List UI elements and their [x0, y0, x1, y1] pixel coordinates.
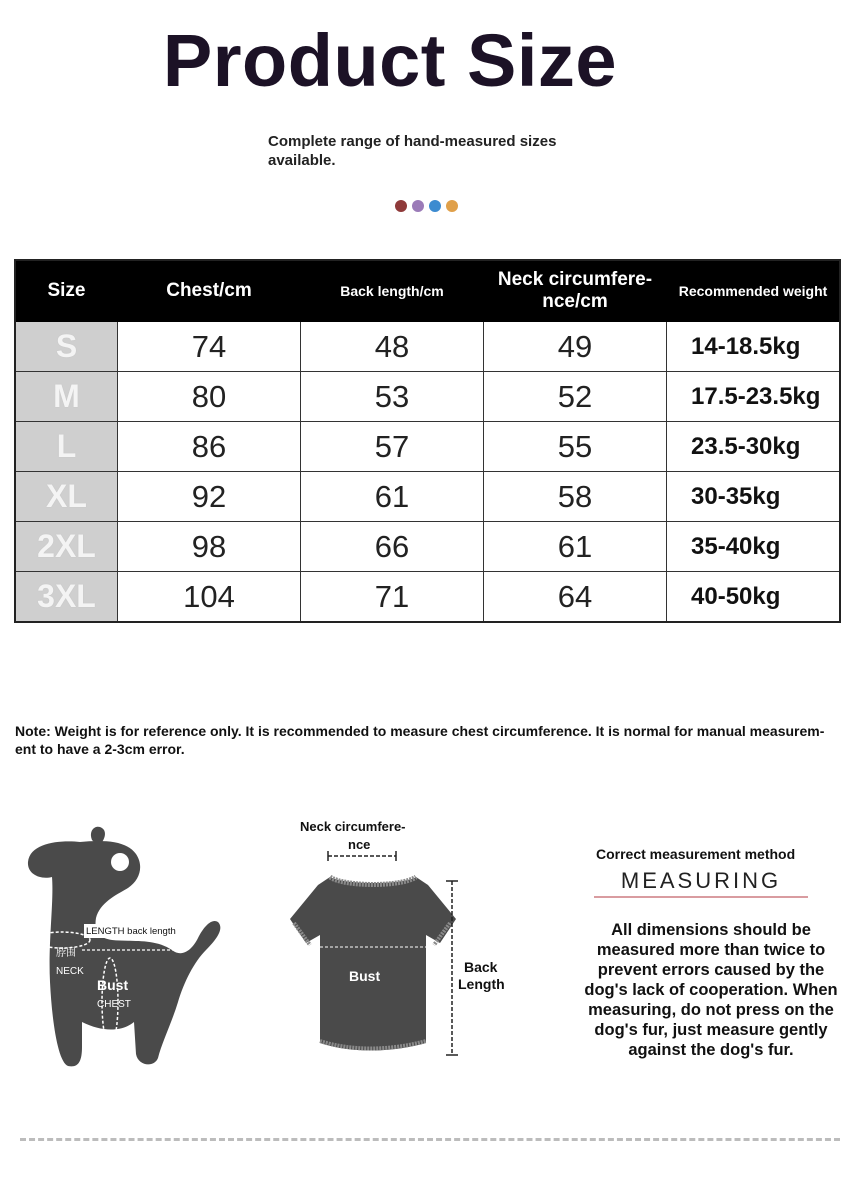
dog-bust-label: Bust [97, 977, 129, 993]
neck-cell: 49 [484, 322, 667, 372]
back-cell: 53 [301, 372, 484, 422]
weight-cell: 40-50kg [667, 572, 841, 623]
table-row [15, 422, 840, 472]
header-chest: Chest/cm [118, 260, 301, 322]
shirt-back-label-line1: Back [464, 959, 498, 975]
measurement-description: All dimensions should be measured more than twice to prevent errors caused by the dog's lack of cooperation. When measuring, do not press on the dog's fur, just measure gently against the dog's fur. [584, 921, 838, 1059]
color-dot-orange [446, 200, 458, 212]
shirt-diagram [280, 815, 520, 1065]
dog-length-label: LENGTH back length [86, 926, 176, 937]
table-row [15, 372, 840, 422]
note-text: Note: Weight is for reference only. It is recommended to measure chest circumference. It is normal for manual measurem-ent to have a 2-3cm error. [15, 723, 825, 757]
dog-chest-label: CHEST [97, 999, 131, 1010]
size-cell: M [15, 372, 118, 422]
neck-cell: 52 [484, 372, 667, 422]
weight-cell: 17.5-23.5kg [667, 372, 841, 422]
neck-cell: 64 [484, 572, 667, 623]
color-dot-purple [412, 200, 424, 212]
measurement-heading: Correct measurement method [596, 846, 796, 862]
table-row [15, 522, 840, 572]
size-table [14, 259, 841, 623]
weight-cell: 30-35kg [667, 472, 841, 522]
shirt-neck-label-line2: nce [348, 837, 371, 852]
size-cell: L [15, 422, 118, 472]
header-back-length: Back length/cm [301, 260, 484, 322]
table-header-row [15, 260, 840, 322]
size-cell: S [15, 322, 118, 372]
table-row [15, 572, 840, 623]
header-size: Size [15, 260, 118, 322]
chest-cell: 86 [118, 422, 301, 472]
chest-cell: 80 [118, 372, 301, 422]
shirt-bust-label: Bust [349, 968, 381, 984]
back-length-arrow [446, 881, 458, 1055]
weight-cell: 14-18.5kg [667, 322, 841, 372]
shirt-icon [290, 877, 456, 1051]
dog-neck-label: NECK [56, 966, 84, 977]
back-cell: 57 [301, 422, 484, 472]
color-dot-red [395, 200, 407, 212]
table-row [15, 322, 840, 372]
size-cell: XL [15, 472, 118, 522]
back-cell: 71 [301, 572, 484, 623]
chest-cell: 98 [118, 522, 301, 572]
back-cell: 66 [301, 522, 484, 572]
dog-diagram [22, 822, 232, 1072]
subtitle: Complete range of hand-measured sizes available. [268, 133, 557, 169]
header-weight: Recommended weight [667, 260, 841, 322]
dog-eye-icon [111, 853, 129, 871]
color-dot-blue [429, 200, 441, 212]
neck-cell: 58 [484, 472, 667, 522]
shirt-back-label-line2: Length [458, 976, 505, 992]
size-cell: 3XL [15, 572, 118, 623]
page-title: Product Size [162, 19, 618, 102]
bottom-divider [20, 1138, 840, 1141]
weight-cell: 23.5-30kg [667, 422, 841, 472]
size-cell: 2XL [15, 522, 118, 572]
neck-measure-arrow [328, 851, 396, 861]
shirt-neck-label-line1: Neck circumfere- [300, 819, 406, 834]
table-row [15, 472, 840, 522]
back-cell: 61 [301, 472, 484, 522]
neck-cell: 55 [484, 422, 667, 472]
chest-cell: 104 [118, 572, 301, 623]
measurement-word: MEASURING [620, 868, 782, 893]
color-dots [395, 200, 458, 212]
weight-cell: 35-40kg [667, 522, 841, 572]
back-cell: 48 [301, 322, 484, 372]
neck-cell: 61 [484, 522, 667, 572]
header-neck: Neck circumfere-nce/cm [484, 260, 667, 322]
chest-cell: 92 [118, 472, 301, 522]
dog-neck-cn-label: 脖围 [56, 948, 76, 959]
chest-cell: 74 [118, 322, 301, 372]
measurement-underline [594, 896, 808, 898]
